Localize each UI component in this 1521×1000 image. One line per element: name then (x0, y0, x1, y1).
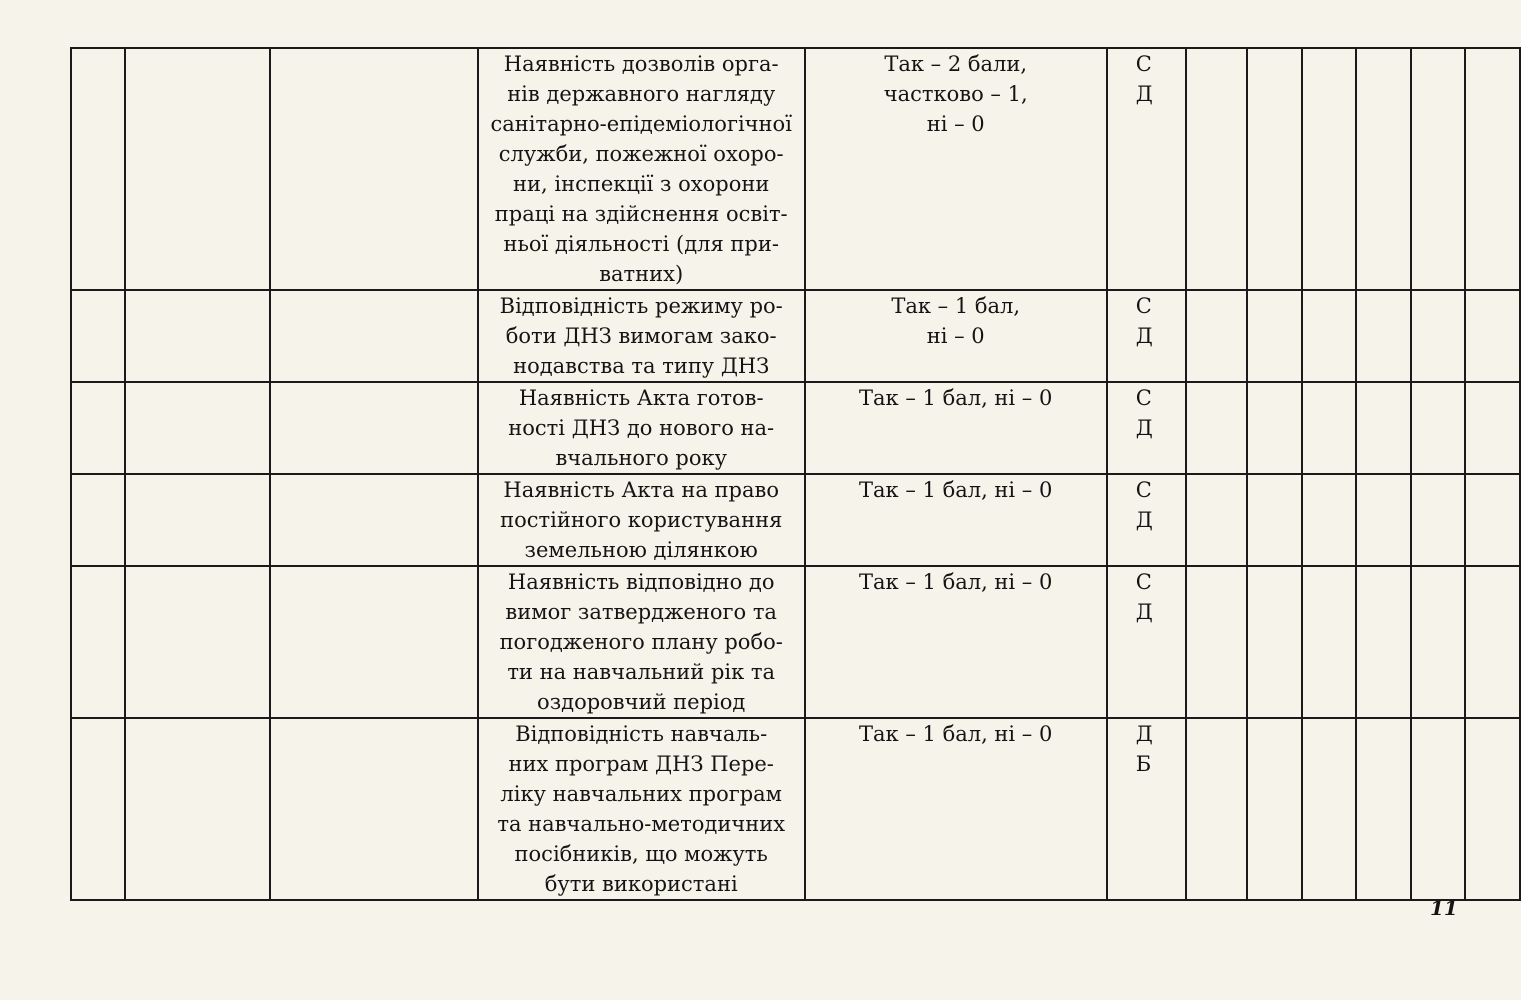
mark-cell (1186, 48, 1248, 290)
mark-cell (1247, 718, 1302, 900)
mark-cell (1186, 718, 1248, 900)
criterion-line: посібників, що можуть (514, 842, 768, 866)
indicator-cell (125, 718, 271, 900)
source-code: С (1135, 478, 1152, 502)
source-code-cell (1107, 290, 1186, 382)
mark-cell (1247, 48, 1302, 290)
criterion-line: Відповідність навчаль- (515, 722, 768, 746)
mark-cell (1356, 48, 1411, 290)
mark-cell (1247, 382, 1302, 474)
mark-cell (1302, 718, 1357, 900)
score-line: Так – 1 бал, ні – 0 (859, 570, 1053, 594)
mark-cell (1356, 382, 1411, 474)
source-code: Д (1135, 324, 1153, 348)
mark-cell (1465, 290, 1520, 382)
source-code-cell (1107, 48, 1186, 290)
criterion-line: постійного користування (500, 508, 783, 532)
score-line: Так – 1 бал, (891, 294, 1021, 318)
criterion-line: бути використані (544, 872, 738, 896)
table-row (71, 718, 1520, 900)
source-code: Б (1135, 752, 1152, 776)
criterion-line: Наявність відповідно до (507, 570, 775, 594)
mark-cell (1356, 290, 1411, 382)
mark-cell (1186, 382, 1248, 474)
mark-cell (1302, 290, 1357, 382)
number-cell (71, 48, 125, 290)
criterion-cell (478, 566, 805, 718)
mark-cell (1411, 474, 1466, 566)
criterion-line: Наявність Акта готов- (518, 386, 764, 410)
number-cell (71, 718, 125, 900)
source-code: Д (1135, 600, 1153, 624)
assessment-table (70, 47, 1521, 901)
mark-cell (1247, 566, 1302, 718)
mark-cell (1186, 290, 1248, 382)
mark-cell (1186, 474, 1248, 566)
number-cell (71, 382, 125, 474)
table-row (71, 290, 1520, 382)
source-code: С (1135, 386, 1152, 410)
criterion-line: Наявність Акта на право (503, 478, 779, 502)
score-cell (805, 382, 1107, 474)
mark-cell (1302, 474, 1357, 566)
source-code: С (1135, 52, 1152, 76)
criterion-line: ньої діяльності (для при- (503, 232, 779, 256)
score-line: Так – 1 бал, ні – 0 (859, 722, 1053, 746)
mark-cell (1302, 382, 1357, 474)
source-code: Д (1135, 508, 1153, 532)
criterion-line: праці на здійснення освіт- (494, 202, 788, 226)
number-cell (71, 290, 125, 382)
criterion-line: Наявність дозволів орга- (503, 52, 779, 76)
criterion-line: ліку навчальних програм (500, 782, 783, 806)
number-cell (71, 474, 125, 566)
mark-cell (1186, 566, 1248, 718)
indicator-cell (125, 290, 271, 382)
number-cell (71, 566, 125, 718)
subindicator-cell (270, 290, 477, 382)
mark-cell (1465, 48, 1520, 290)
indicator-cell (125, 566, 271, 718)
mark-cell (1247, 474, 1302, 566)
score-cell (805, 48, 1107, 290)
mark-cell (1356, 718, 1411, 900)
score-cell (805, 718, 1107, 900)
subindicator-cell (270, 382, 477, 474)
source-code: Д (1135, 416, 1153, 440)
table-row (71, 474, 1520, 566)
subindicator-cell (270, 718, 477, 900)
mark-cell (1465, 718, 1520, 900)
source-code-cell (1107, 474, 1186, 566)
criterion-line: ти на навчальний рік та (507, 660, 776, 684)
criterion-cell (478, 290, 805, 382)
criterion-line: ності ДНЗ до нового на- (508, 416, 775, 440)
score-line: ні – 0 (926, 112, 985, 136)
criterion-line: вимог затвердженого та (505, 600, 777, 624)
page-number: 11 (1430, 896, 1458, 920)
criterion-line: погодженого плану робо- (499, 630, 783, 654)
mark-cell (1465, 566, 1520, 718)
criterion-line: земельною ділянкою (524, 538, 758, 562)
source-code-cell (1107, 718, 1186, 900)
score-cell (805, 474, 1107, 566)
mark-cell (1465, 382, 1520, 474)
criterion-line: боти ДНЗ вимогам зако- (505, 324, 777, 348)
score-cell (805, 290, 1107, 382)
table-row (71, 566, 1520, 718)
mark-cell (1247, 290, 1302, 382)
criterion-cell (478, 718, 805, 900)
indicator-cell (125, 48, 271, 290)
criterion-line: оздоровчий період (537, 690, 746, 714)
mark-cell (1411, 48, 1466, 290)
criterion-line: санітарно-епідеміологічної (490, 112, 792, 136)
score-line: частково – 1, (883, 82, 1028, 106)
criterion-cell (478, 474, 805, 566)
table-body (71, 48, 1520, 900)
mark-cell (1411, 566, 1466, 718)
subindicator-cell (270, 48, 477, 290)
source-code-cell (1107, 566, 1186, 718)
score-cell (805, 566, 1107, 718)
source-code-cell (1107, 382, 1186, 474)
mark-cell (1302, 566, 1357, 718)
criterion-line: нів державного нагляду (507, 82, 776, 106)
table-row (71, 48, 1520, 290)
criterion-line: служби, пожежної охоро- (498, 142, 784, 166)
criterion-cell (478, 382, 805, 474)
mark-cell (1465, 474, 1520, 566)
criterion-line: ватних) (599, 262, 684, 286)
criterion-line: них програм ДНЗ Пере- (508, 752, 774, 776)
score-line: Так – 1 бал, ні – 0 (859, 478, 1053, 502)
source-code: С (1135, 294, 1152, 318)
mark-cell (1411, 382, 1466, 474)
score-line: Так – 2 бали, (884, 52, 1028, 76)
score-line: Так – 1 бал, ні – 0 (859, 386, 1053, 410)
criterion-cell (478, 48, 805, 290)
mark-cell (1302, 48, 1357, 290)
indicator-cell (125, 382, 271, 474)
mark-cell (1411, 718, 1466, 900)
criterion-line: Відповідність режиму ро- (499, 294, 783, 318)
source-code: Д (1135, 82, 1153, 106)
mark-cell (1411, 290, 1466, 382)
mark-cell (1356, 474, 1411, 566)
subindicator-cell (270, 474, 477, 566)
subindicator-cell (270, 566, 477, 718)
criterion-line: та навчально-методичних (497, 812, 786, 836)
criterion-line: нодавства та типу ДНЗ (513, 354, 770, 378)
table-row (71, 382, 1520, 474)
indicator-cell (125, 474, 271, 566)
criterion-line: вчального року (555, 446, 727, 470)
source-code: Д (1135, 722, 1153, 746)
score-line: ні – 0 (926, 324, 985, 348)
source-code: С (1135, 570, 1152, 594)
criterion-line: ни, інспекції з охорони (513, 172, 770, 196)
mark-cell (1356, 566, 1411, 718)
